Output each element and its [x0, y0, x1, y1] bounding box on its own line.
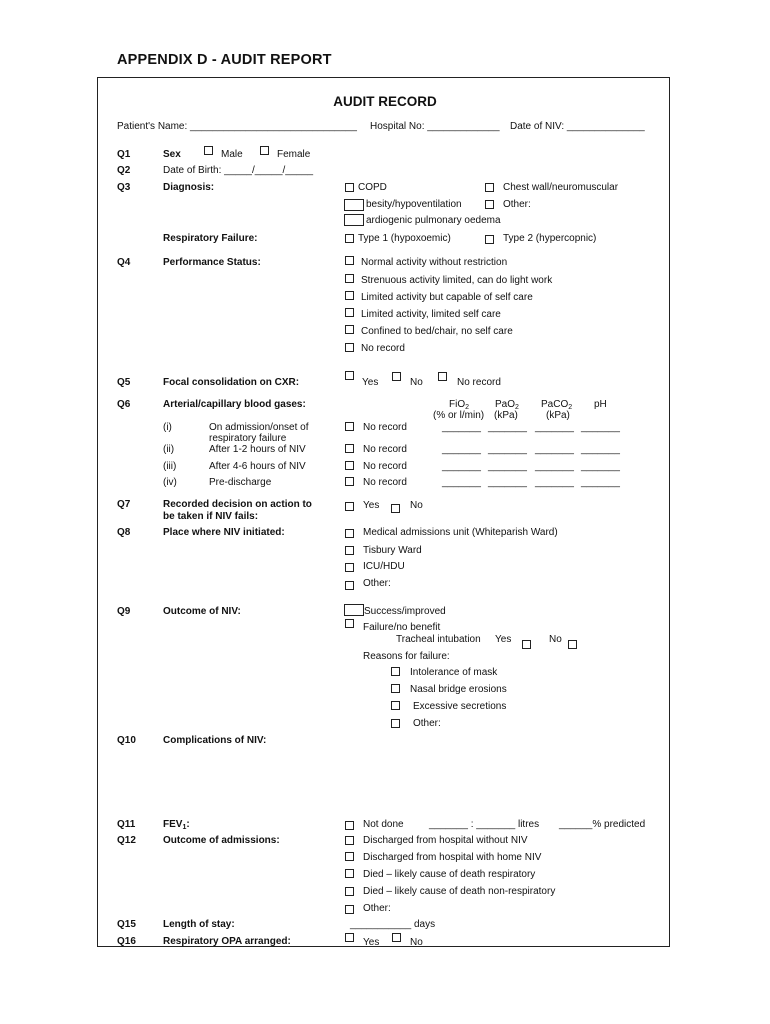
q8-label: Place where NIV initiated:	[163, 527, 285, 538]
q9-intubation-yes-checkbox[interactable]	[522, 640, 531, 649]
q5-number: Q5	[117, 377, 131, 388]
q6-blank-field[interactable]: _______	[535, 444, 574, 455]
q8-option-checkbox[interactable]	[345, 581, 354, 590]
q4-option-label: No record	[361, 343, 405, 354]
q15-label: Length of stay:	[163, 919, 235, 930]
q3-other-label: Other:	[503, 199, 531, 210]
q3-number: Q3	[117, 182, 131, 193]
q3-cardiogenic-label: ardiogenic pulmonary oedema	[366, 215, 501, 226]
q9-reason-checkbox[interactable]	[391, 667, 400, 676]
q8-option-checkbox[interactable]	[345, 529, 354, 538]
q1-male-label: Male	[221, 149, 243, 160]
q11-predicted-field[interactable]: ______% predicted	[559, 819, 646, 830]
q9-reason-label: Nasal bridge erosions	[410, 684, 507, 695]
q8-option-label: ICU/HDU	[363, 561, 405, 572]
q1-male-checkbox[interactable]	[204, 146, 213, 155]
q9-intubation-yes-label: Yes	[495, 634, 512, 645]
q5-yes-label: Yes	[362, 377, 379, 388]
q3-type1-label: Type 1 (hypoxoemic)	[358, 233, 451, 244]
q12-label: Outcome of admissions:	[163, 835, 280, 846]
q11-notdone-label: Not done	[363, 819, 404, 830]
q9-success-label: Success/improved	[364, 606, 446, 617]
q9-intubation-label: Tracheal intubation	[396, 634, 481, 645]
q6-norecord-label: No record	[363, 422, 407, 433]
q5-norecord-label: No record	[457, 377, 501, 388]
q11-label: $FEV_1$:	[163, 819, 190, 831]
q12-number: Q12	[117, 835, 136, 846]
q3-cardiogenic-checkbox[interactable]	[344, 214, 364, 226]
q15-number: Q15	[117, 919, 136, 930]
q16-no-checkbox[interactable]	[392, 933, 401, 942]
q9-reasons-label: Reasons for failure:	[363, 651, 450, 662]
q6-blank-field[interactable]: _______	[488, 477, 527, 488]
q6-row-label: On admission/onset of	[209, 422, 309, 433]
q6-col-fio2: FiO$_2$	[449, 399, 470, 411]
q3-obesity-checkbox[interactable]	[344, 199, 364, 211]
q6-blank-field[interactable]: _______	[535, 422, 574, 433]
q6-norecord-label: No record	[363, 477, 407, 488]
q6-norecord-checkbox[interactable]	[345, 444, 354, 453]
q4-number: Q4	[117, 257, 131, 268]
q12-option-label: Died – likely cause of death respiratory	[363, 869, 536, 880]
q4-option-label: Limited activity but capable of self care	[361, 292, 533, 303]
q9-reason-label: Other:	[413, 718, 441, 729]
q3-respiratory-failure-label: Respiratory Failure:	[163, 233, 258, 244]
q6-row-number: (iv)	[163, 477, 177, 488]
q9-label: Outcome of NIV:	[163, 606, 241, 617]
q5-norecord-checkbox[interactable]	[438, 372, 447, 381]
q3-copd-checkbox[interactable]	[345, 183, 354, 192]
q2-dob-field[interactable]: Date of Birth: _____/_____/_____	[163, 165, 314, 176]
q6-norecord-label: No record	[363, 444, 407, 455]
q11-litres-field[interactable]: _______ : _______ litres	[429, 819, 540, 830]
q8-option-label: Other:	[363, 578, 391, 589]
q9-intubation-no-label: No	[549, 634, 562, 645]
q6-blank-field[interactable]: _______	[442, 477, 481, 488]
q6-blank-field[interactable]: _______	[535, 477, 574, 488]
q6-blank-field[interactable]: _______	[488, 461, 527, 472]
q3-chestwall-label: Chest wall/neuromuscular	[503, 182, 619, 193]
q12-option-label: Discharged from hospital with home NIV	[363, 852, 542, 863]
q12-option-checkbox[interactable]	[345, 905, 354, 914]
q4-option-checkbox[interactable]	[345, 274, 354, 283]
q12-option-label: Discharged from hospital without NIV	[363, 835, 528, 846]
q6-row-label: Pre-discharge	[209, 477, 272, 488]
q8-option-checkbox[interactable]	[345, 546, 354, 555]
q12-option-checkbox[interactable]	[345, 887, 354, 896]
q6-blank-field[interactable]: _______	[442, 422, 481, 433]
q16-no-label: No	[410, 937, 423, 948]
q5-yes-checkbox[interactable]	[345, 371, 354, 380]
q9-reason-checkbox[interactable]	[391, 684, 400, 693]
q6-row-number: (ii)	[163, 444, 175, 455]
q5-no-label: No	[410, 377, 423, 388]
q3-type1-checkbox[interactable]	[345, 234, 354, 243]
q6-row-label: After 4-6 hours of NIV	[209, 461, 306, 472]
q6-blank-field[interactable]: _______	[442, 461, 481, 472]
q6-col-paco2: PaCO$_2$	[541, 399, 573, 411]
q12-option-checkbox[interactable]	[345, 869, 354, 878]
q9-reason-label: Excessive secretions	[413, 701, 507, 712]
q11-notdone-checkbox[interactable]	[345, 821, 354, 830]
q3-other-checkbox[interactable]	[485, 200, 494, 209]
q1-female-label: Female	[277, 149, 311, 160]
q6-row-label-2: respiratory failure	[209, 433, 287, 444]
q4-label: Performance Status:	[163, 257, 261, 268]
q2-number: Q2	[117, 165, 131, 176]
q7-label: Recorded decision on action to	[163, 499, 312, 510]
q6-norecord-checkbox[interactable]	[345, 422, 354, 431]
q6-blank-field[interactable]: _______	[535, 461, 574, 472]
q4-option-label: Strenuous activity limited, can do light work	[361, 275, 553, 286]
q7-no-checkbox[interactable]	[391, 504, 400, 513]
q16-label: Respiratory OPA arranged:	[163, 936, 291, 947]
q9-failure-label: Failure/no benefit	[363, 622, 441, 633]
q6-norecord-label: No record	[363, 461, 407, 472]
q1-number: Q1	[117, 149, 131, 160]
patient-name-field[interactable]: Patient's Name: ______________________________	[117, 121, 357, 132]
q16-number: Q16	[117, 936, 136, 947]
q12-option-checkbox[interactable]	[345, 836, 354, 845]
q5-no-checkbox[interactable]	[392, 372, 401, 381]
q7-number: Q7	[117, 499, 131, 510]
q4-option-checkbox[interactable]	[345, 343, 354, 352]
q4-option-checkbox[interactable]	[345, 291, 354, 300]
q12-option-label: Died – likely cause of death non-respiratory	[363, 886, 556, 897]
q4-option-label: Limited activity, limited self care	[361, 309, 501, 320]
q1-female-checkbox[interactable]	[260, 146, 269, 155]
q9-intubation-no-checkbox[interactable]	[568, 640, 577, 649]
q9-reason-checkbox[interactable]	[391, 719, 400, 728]
q15-days-field[interactable]: ___________ days	[350, 919, 436, 930]
q8-number: Q8	[117, 527, 131, 538]
q6-blank-field[interactable]: _______	[581, 477, 620, 488]
q6-blank-field[interactable]: _______	[488, 444, 527, 455]
q3-type2-checkbox[interactable]	[485, 235, 494, 244]
q8-option-checkbox[interactable]	[345, 563, 354, 572]
q6-blank-field[interactable]: _______	[581, 444, 620, 455]
q4-option-checkbox[interactable]	[345, 256, 354, 265]
q9-failure-checkbox[interactable]	[345, 619, 354, 628]
q6-col-pao2-unit: (kPa)	[494, 410, 518, 421]
q6-norecord-checkbox[interactable]	[345, 477, 354, 486]
q6-col-pao2: PaO$_2$	[495, 399, 519, 411]
q6-col-paco2-unit: (kPa)	[546, 410, 570, 421]
q3-obesity-label: besity/hypoventilation	[366, 199, 462, 210]
q6-blank-field[interactable]: _______	[488, 422, 527, 433]
q12-option-label: Other:	[363, 903, 391, 914]
q5-label: Focal consolidation on CXR:	[163, 377, 300, 388]
q6-blank-field[interactable]: _______	[581, 422, 620, 433]
q10-label: Complications of NIV:	[163, 735, 267, 746]
q6-blank-field[interactable]: _______	[442, 444, 481, 455]
q9-reason-checkbox[interactable]	[391, 701, 400, 710]
q8-option-label: Tisbury Ward	[363, 545, 422, 556]
niv-date-field[interactable]: Date of NIV: ______________	[510, 121, 645, 132]
q4-option-checkbox[interactable]	[345, 308, 354, 317]
q1-label: Sex	[163, 149, 181, 160]
q6-col-ph: pH	[594, 399, 607, 410]
q6-row-number: (iii)	[163, 461, 177, 472]
q4-option-checkbox[interactable]	[345, 325, 354, 334]
q6-label: Arterial/capillary blood gases:	[163, 399, 306, 410]
q7-yes-label: Yes	[363, 500, 380, 511]
q6-row-label: After 1-2 hours of NIV	[209, 444, 306, 455]
q16-yes-label: Yes	[363, 937, 380, 948]
q6-col-fio2-unit: (% or l/min)	[433, 410, 485, 421]
q3-chestwall-checkbox[interactable]	[485, 183, 494, 192]
q6-row-number: (i)	[163, 422, 172, 433]
q3-copd-label: COPD	[358, 182, 387, 193]
q7-no-label: No	[410, 500, 423, 511]
q6-number: Q6	[117, 399, 131, 410]
q7-yes-checkbox[interactable]	[345, 502, 354, 511]
q8-option-label: Medical admissions unit (Whiteparish Ward)	[363, 527, 558, 538]
q9-reason-label: Intolerance of mask	[410, 667, 498, 678]
q9-number: Q9	[117, 606, 131, 617]
q6-norecord-checkbox[interactable]	[345, 461, 354, 470]
q3-type2-label: Type 2 (hypercopnic)	[503, 233, 597, 244]
q16-yes-checkbox[interactable]	[345, 933, 354, 942]
q10-number: Q10	[117, 735, 136, 746]
audit-record-title: AUDIT RECORD	[333, 94, 437, 109]
q6-blank-field[interactable]: _______	[581, 461, 620, 472]
q3-label: Diagnosis:	[163, 182, 215, 193]
q4-option-label: Confined to bed/chair, no self care	[361, 326, 513, 337]
q12-option-checkbox[interactable]	[345, 852, 354, 861]
q11-number: Q11	[117, 819, 136, 830]
hospital-number-field[interactable]: Hospital No: _____________	[370, 121, 500, 132]
q7-label-2: be taken if NIV fails:	[163, 511, 259, 522]
page-title: APPENDIX D - AUDIT REPORT	[117, 52, 332, 68]
q4-option-label: Normal activity without restriction	[361, 257, 508, 268]
q9-success-checkbox[interactable]	[344, 604, 364, 616]
